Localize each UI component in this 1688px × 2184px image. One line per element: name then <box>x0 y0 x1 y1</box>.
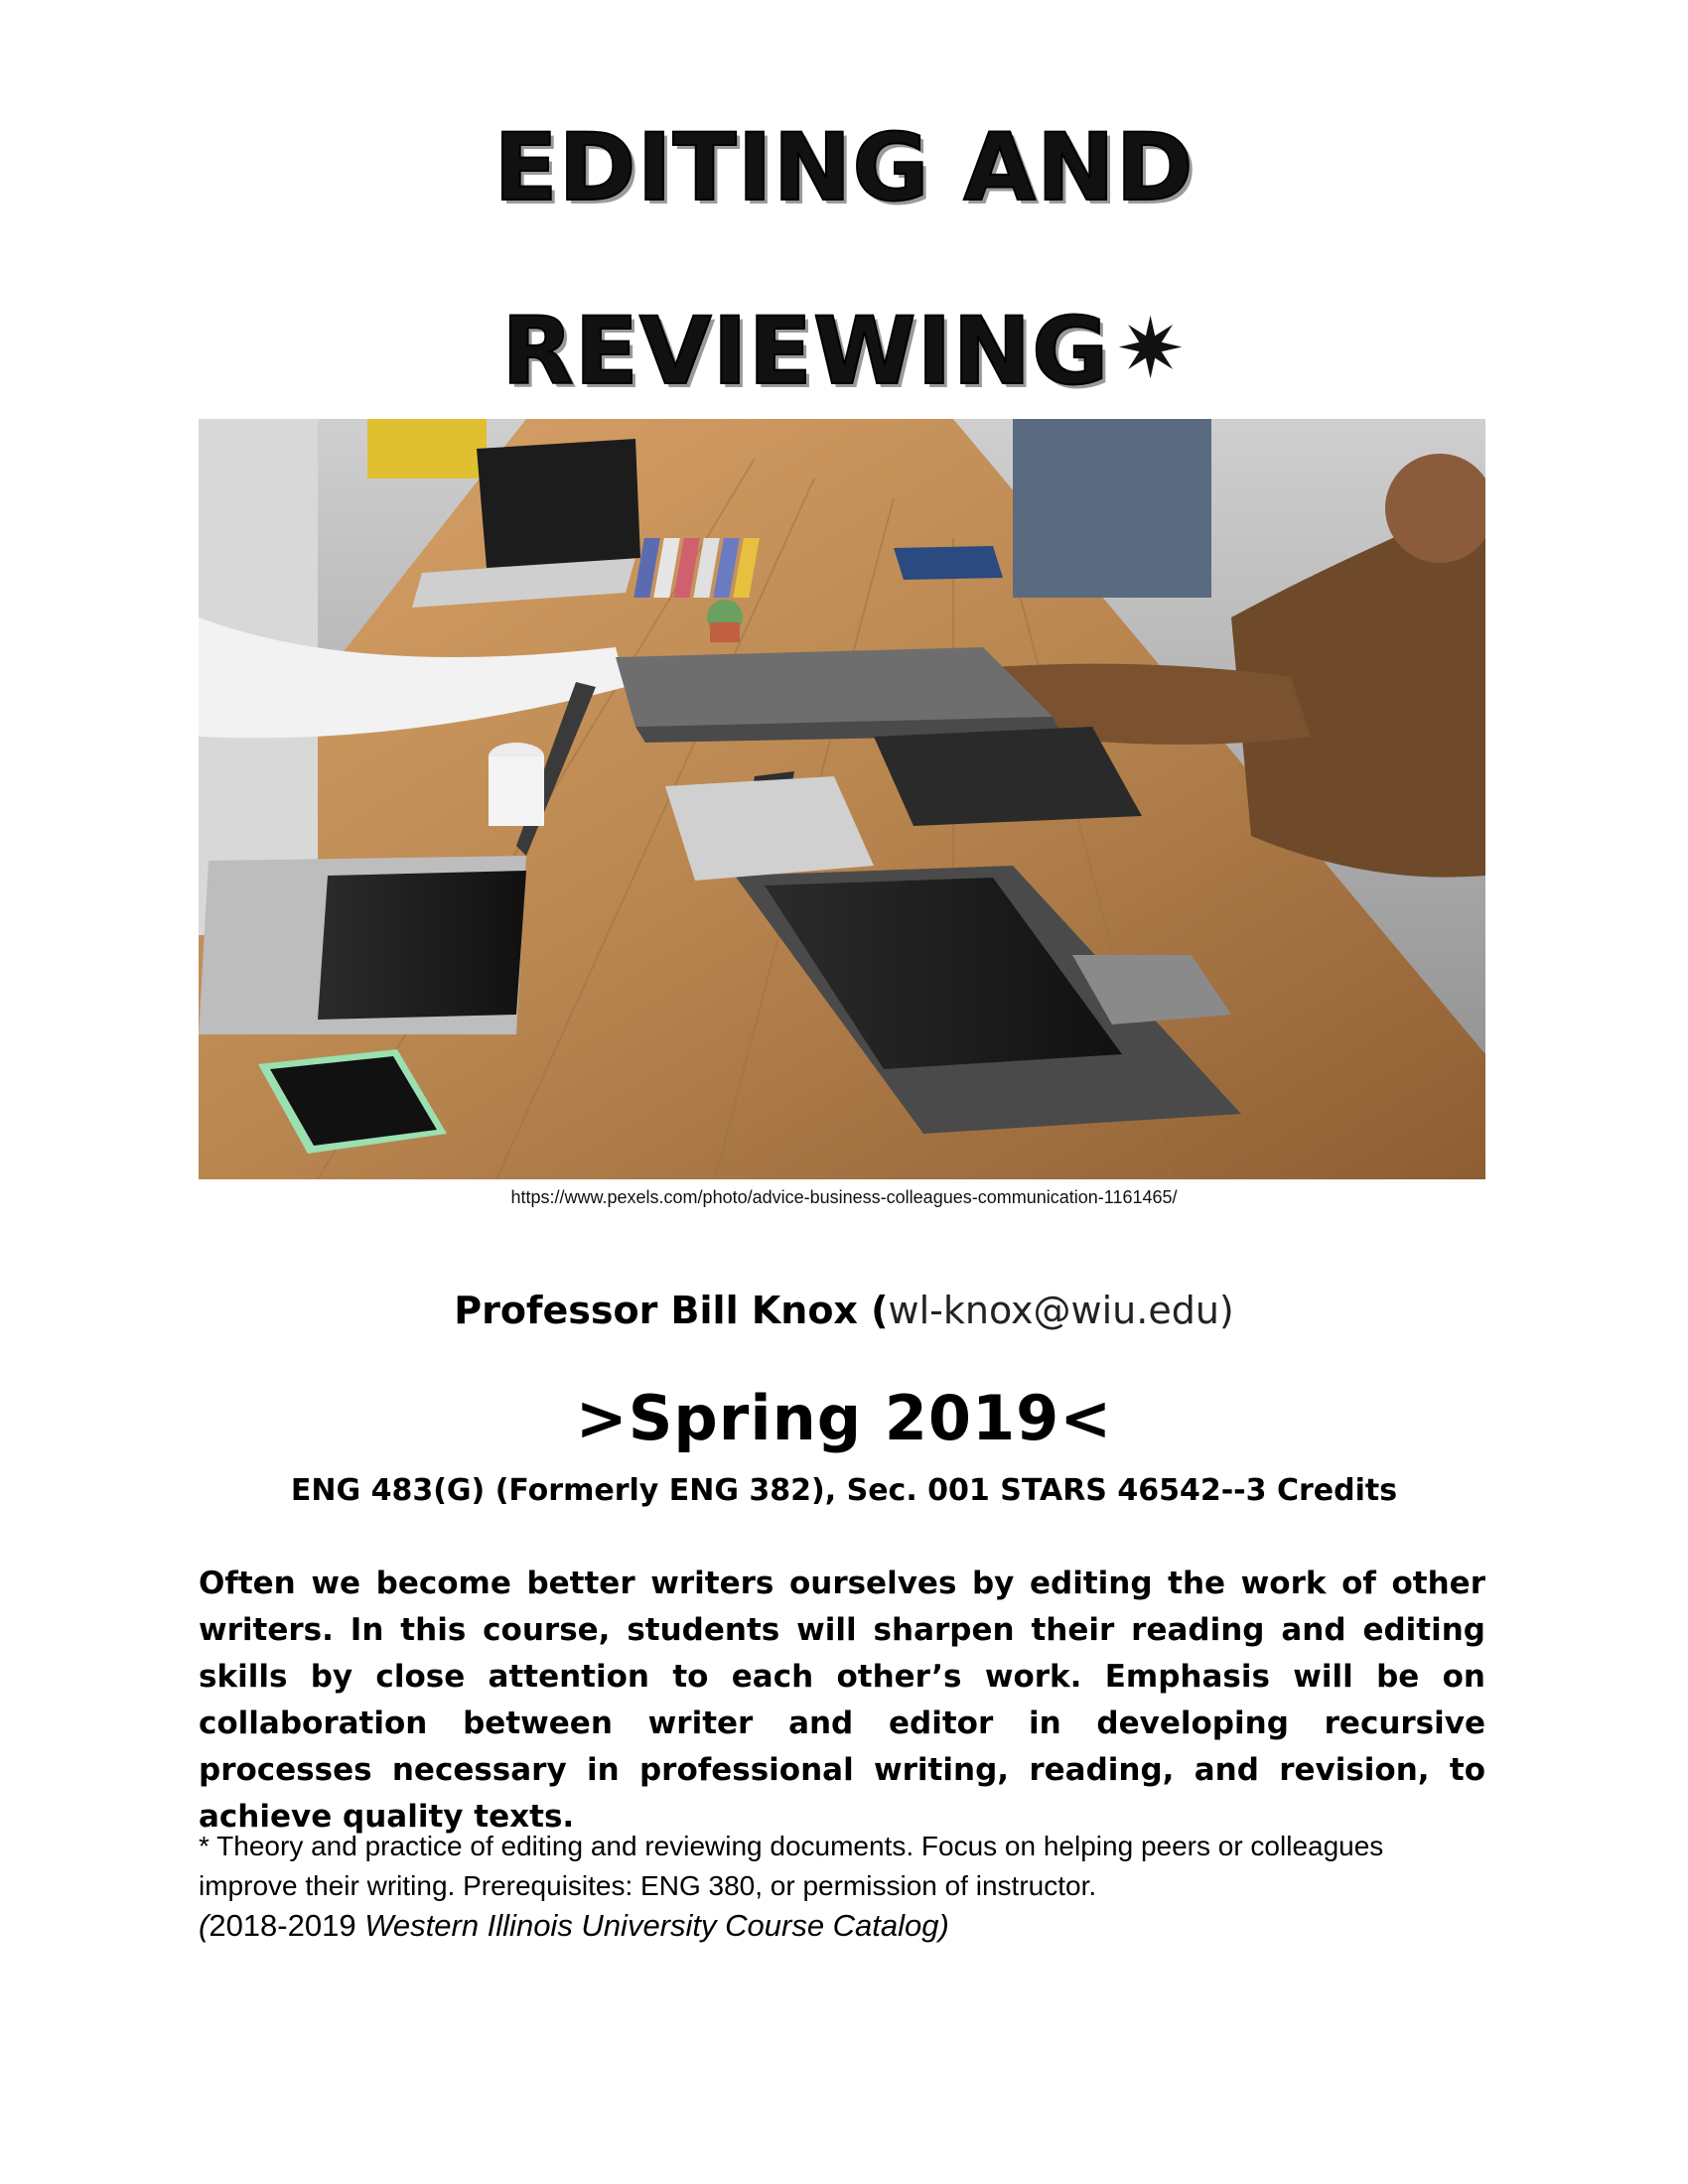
citation-year: 2018-2019 <box>209 1908 365 1943</box>
asterisk-marker-icon: ✷ <box>1115 300 1187 397</box>
citation-title: Western Illinois University Course Catalog) <box>364 1908 949 1943</box>
title-line-2-text: REVIEWING <box>501 298 1110 406</box>
photo-credit-url: https://www.pexels.com/photo/advice-business-colleagues-communication-1161465/ <box>510 1187 1178 1207</box>
course-description: Often we become better writers ourselves by editing the work of other writers. In this course, students will sharpen their reading and editing skills by close attention to each other’s work. Emphasis will be on collaboration between writer and editor in developing recursive processes necessary in professional writing, reading, and revision, to achieve quality texts. <box>199 1566 1485 1835</box>
course-info: ENG 483(G) (Formerly ENG 382), Sec. 001 STARS 46542--3 Credits <box>290 1473 1398 1508</box>
catalog-note <box>199 1827 1485 1947</box>
title-line-1: EDITING AND <box>493 114 1195 222</box>
citation-open: ( <box>199 1908 210 1943</box>
title-line-2 <box>0 298 1688 406</box>
catalog-description: * Theory and practice of editing and reviewing documents. Focus on helping peers or colleagues improve their writing. Prerequisites: ENG 380, or permission of instructor. <box>199 1831 1384 1901</box>
professor-email: wl-knox@wiu.edu) <box>888 1289 1234 1332</box>
catalog-citation <box>199 1908 949 1943</box>
term-heading: >Spring 2019< <box>575 1382 1113 1454</box>
colleagues-photo <box>199 419 1485 1179</box>
professor-name: Professor Bill Knox ( <box>454 1289 889 1332</box>
professor-line <box>0 1289 1688 1332</box>
